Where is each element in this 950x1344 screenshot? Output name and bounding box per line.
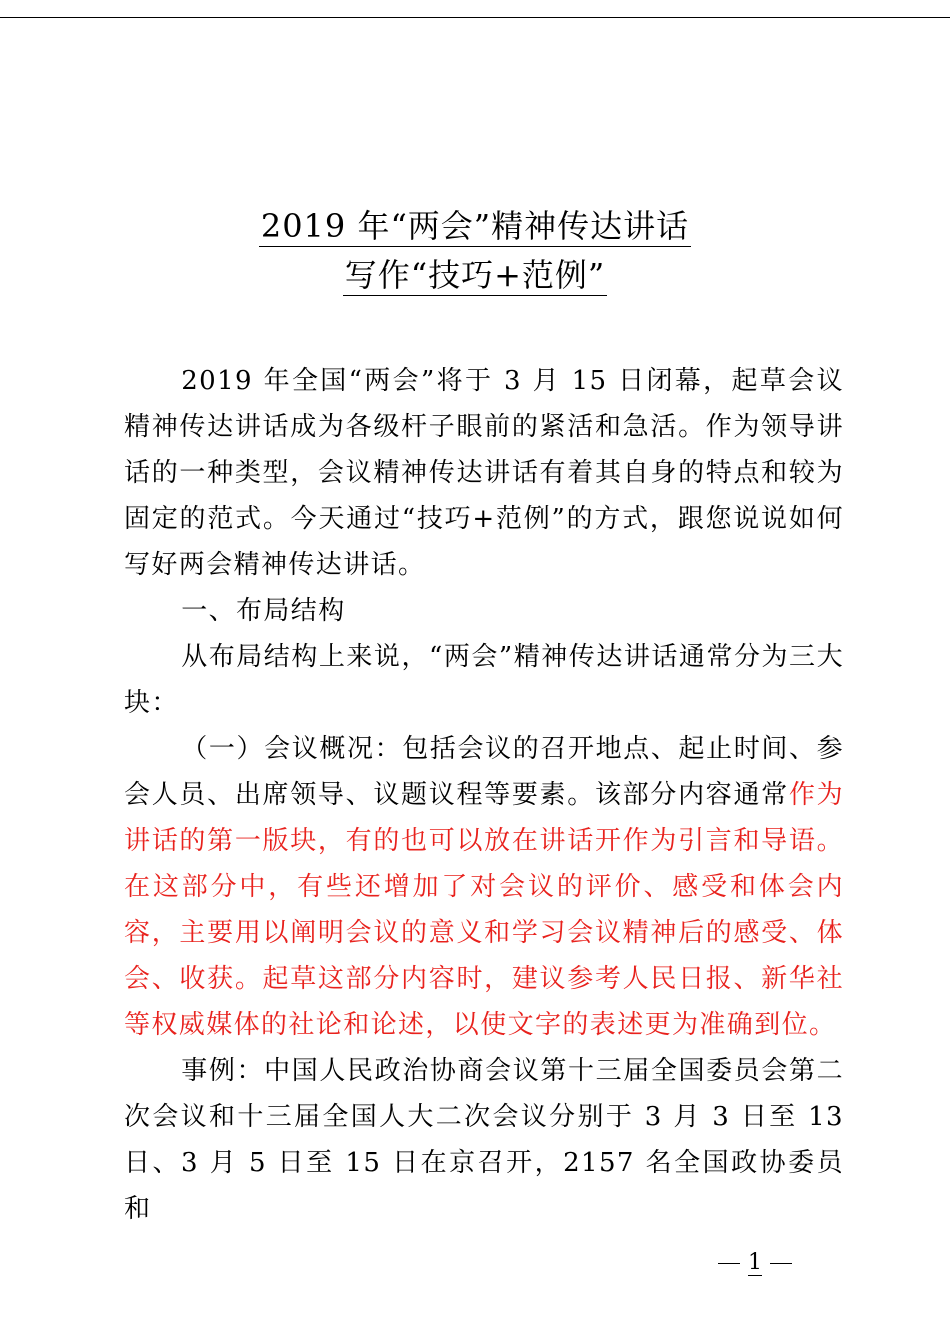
overview-text: （一）会议概况：包括会议的召开地点、起止时间、参会人员、出席领导、议题议程等要素。该部分内容通常: [124, 734, 844, 810]
header-rule: [0, 17, 950, 18]
title-line-2: 写作“技巧+范例”: [344, 256, 606, 294]
example-paragraph: 事例：中国人民政治协商会议第十三届全国委员会第二次会议和十三届全国人大二次会议分别于 3 月 3 日至 13 日、3 月 5 日至 15 日在京召开，2157 名全国政协委员和: [124, 1056, 844, 1224]
section-heading: 一、布局结构: [181, 596, 346, 626]
meeting-overview-paragraph: [124, 726, 844, 1048]
page-number-value: 1: [748, 1250, 762, 1275]
document-title: [0, 202, 950, 300]
intro-paragraph: 2019 年全国“两会”将于 3 月 15 日闭幕，起草会议精神传达讲话成为各级杆子眼前的紧活和急活。作为领导讲话的一种类型，会议精神传达讲话有着其自身的特点和较为固定的范式。今天通过“技巧+范例”的方式，跟您说说如何写好两会精神传达讲话。: [124, 366, 844, 580]
document-body: [124, 358, 844, 1232]
overview-highlight-text: 作为讲话的第一版块，有的也可以放在讲话开作为引言和导语。在这部分中，有些还增加了对会议的评价、感受和体会内容，主要用以阐明会议的意义和学习会议精神后的感受、体会、收获。起草这部分内容时，建议参考人民日报、新华社等权威媒体的社论和论述，以使文字的表述更为准确到位。: [124, 780, 844, 1040]
title-line-1: 2019 年“两会”精神传达讲话: [260, 207, 690, 245]
page-number-dash-left: [718, 1263, 740, 1264]
page-number: [710, 1248, 800, 1278]
structure-paragraph: 从布局结构上来说，“两会”精神传达讲话通常分为三大块：: [124, 642, 844, 718]
page-number-dash-right: [770, 1263, 792, 1264]
